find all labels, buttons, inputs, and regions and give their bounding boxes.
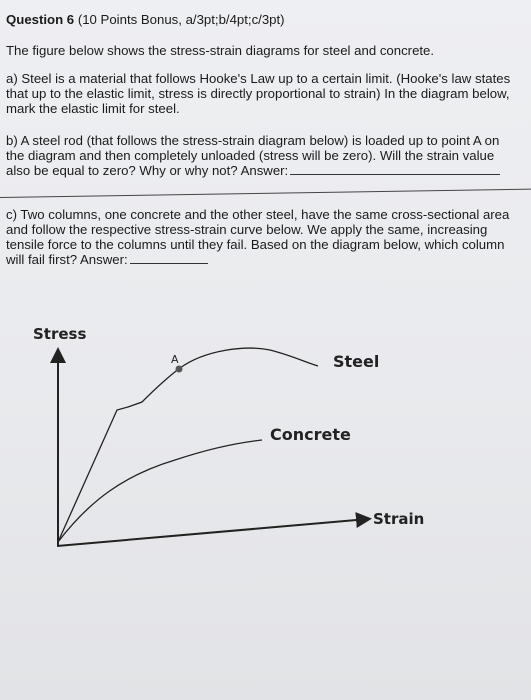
intro-text: The figure below shows the stress-strain diagrams for steel and concrete. xyxy=(6,43,435,58)
concrete-curve xyxy=(58,440,262,542)
part-b-line-3-text: also be equal to zero? Why or why not? Answer: xyxy=(6,163,289,178)
part-c-line-2: and follow the respective stress-strain curve below. We apply the same, increasing xyxy=(6,222,488,237)
concrete-label: Concrete xyxy=(270,425,351,444)
steel-label: Steel xyxy=(333,352,380,371)
part-a-line-2: that up to the elastic limit, stress is directly proportional to strain) In the diagram below, xyxy=(6,86,510,101)
x-axis-label: Strain xyxy=(373,510,425,528)
part-b-line-1: b) A steel rod (that follows the stress-strain diagram below) is loaded up to point A on xyxy=(6,133,500,148)
part-c-line-4-text: will fail first? Answer: xyxy=(6,252,128,267)
x-axis xyxy=(57,519,368,546)
point-a-marker[interactable] xyxy=(176,366,183,373)
part-c-line-1: c) Two columns, one concrete and the other steel, have the same cross-sectional area xyxy=(6,207,510,222)
question-points: (10 Points Bonus, a/3pt;b/4pt;c/3pt) xyxy=(77,12,285,27)
part-a-line-1: a) Steel is a material that follows Hooke's Law up to a certain limit. (Hooke's law states xyxy=(6,71,511,86)
part-a-line-3: mark the elastic limit for steel. xyxy=(6,101,180,116)
y-axis-label: Stress xyxy=(33,325,87,343)
steel-curve xyxy=(58,348,318,542)
point-a-label: A xyxy=(171,353,179,366)
part-c-line-3: tensile force to the columns until they fail. Based on the diagram below, which column xyxy=(6,237,505,252)
part-b-line-2: the diagram and then completely unloaded (stress will be zero). Will the strain value xyxy=(6,148,495,163)
question-number: Question 6 xyxy=(6,12,75,27)
